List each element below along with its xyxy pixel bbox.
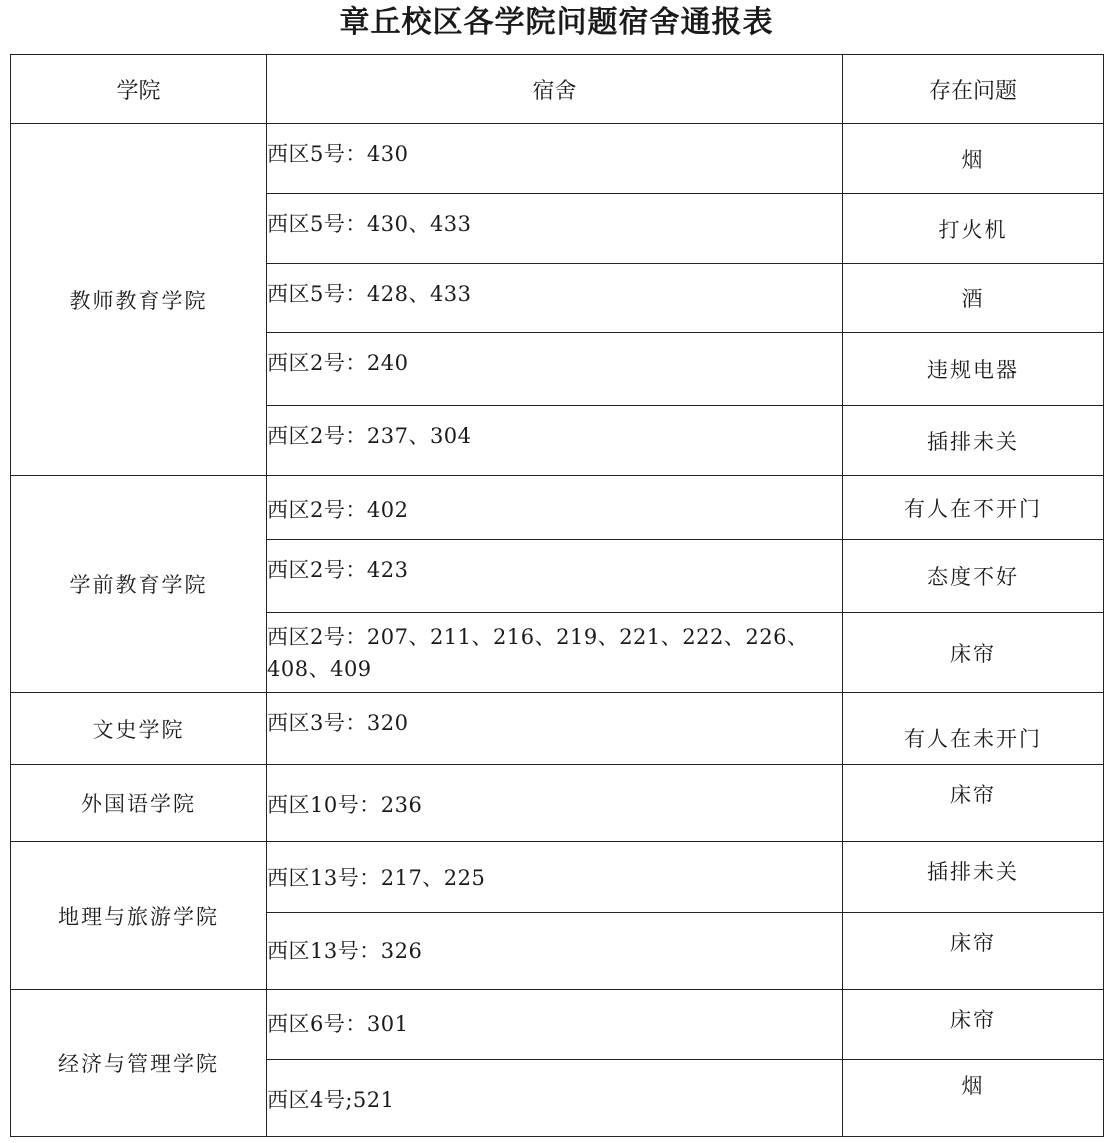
table-row xyxy=(11,842,1104,913)
table-row xyxy=(11,990,1104,1060)
dorm-cell: 西区5号：430、433 xyxy=(267,194,843,264)
dorm-cell: 西区4号;521 xyxy=(267,1060,843,1137)
issue-cell: 床帘 xyxy=(843,913,1104,990)
header-issue: 存在问题 xyxy=(843,55,1104,124)
header-college: 学院 xyxy=(11,55,267,124)
report-table xyxy=(10,54,1104,1137)
issue-cell: 态度不好 xyxy=(843,540,1104,613)
issue-cell: 床帘 xyxy=(843,990,1104,1060)
issue-cell: 烟 xyxy=(843,1060,1104,1137)
issue-cell: 有人在未开门 xyxy=(843,693,1104,765)
table-row xyxy=(11,765,1104,842)
page-title: 章丘校区各学院问题宿舍通报表 xyxy=(339,5,774,40)
college-cell: 地理与旅游学院 xyxy=(11,842,267,990)
dorm-cell: 西区2号：207、211、216、219、221、222、226、408、409 xyxy=(267,613,843,693)
header-row xyxy=(11,55,1104,124)
issue-cell: 烟 xyxy=(843,124,1104,194)
dorm-cell: 西区13号：217、225 xyxy=(267,842,843,913)
college-cell: 学前教育学院 xyxy=(11,476,267,693)
issue-cell: 违规电器 xyxy=(843,333,1104,406)
college-cell: 教师教育学院 xyxy=(11,124,267,476)
dorm-cell: 西区5号：430 xyxy=(267,124,843,194)
issue-cell: 有人在不开门 xyxy=(843,476,1104,540)
dorm-cell: 西区2号：237、304 xyxy=(267,406,843,476)
dorm-cell: 西区2号：423 xyxy=(267,540,843,613)
dorm-cell: 西区10号：236 xyxy=(267,765,843,842)
issue-cell: 酒 xyxy=(843,264,1104,333)
dorm-cell: 西区2号：402 xyxy=(267,476,843,540)
table-row xyxy=(11,693,1104,765)
table-row xyxy=(11,476,1104,540)
dorm-cell: 西区3号：320 xyxy=(267,693,843,765)
table-row xyxy=(11,124,1104,194)
college-cell: 经济与管理学院 xyxy=(11,990,267,1137)
issue-cell: 打火机 xyxy=(843,194,1104,264)
issue-cell: 床帘 xyxy=(843,613,1104,693)
dorm-cell: 西区2号：240 xyxy=(267,333,843,406)
college-cell: 外国语学院 xyxy=(11,765,267,842)
dorm-cell: 西区13号：326 xyxy=(267,913,843,990)
issue-cell: 插排未关 xyxy=(843,842,1104,913)
issue-cell: 床帘 xyxy=(843,765,1104,842)
issue-cell: 插排未关 xyxy=(843,406,1104,476)
header-dorm: 宿舍 xyxy=(267,55,843,124)
dorm-cell: 西区5号：428、433 xyxy=(267,264,843,333)
college-cell: 文史学院 xyxy=(11,693,267,765)
dorm-cell: 西区6号：301 xyxy=(267,990,843,1060)
